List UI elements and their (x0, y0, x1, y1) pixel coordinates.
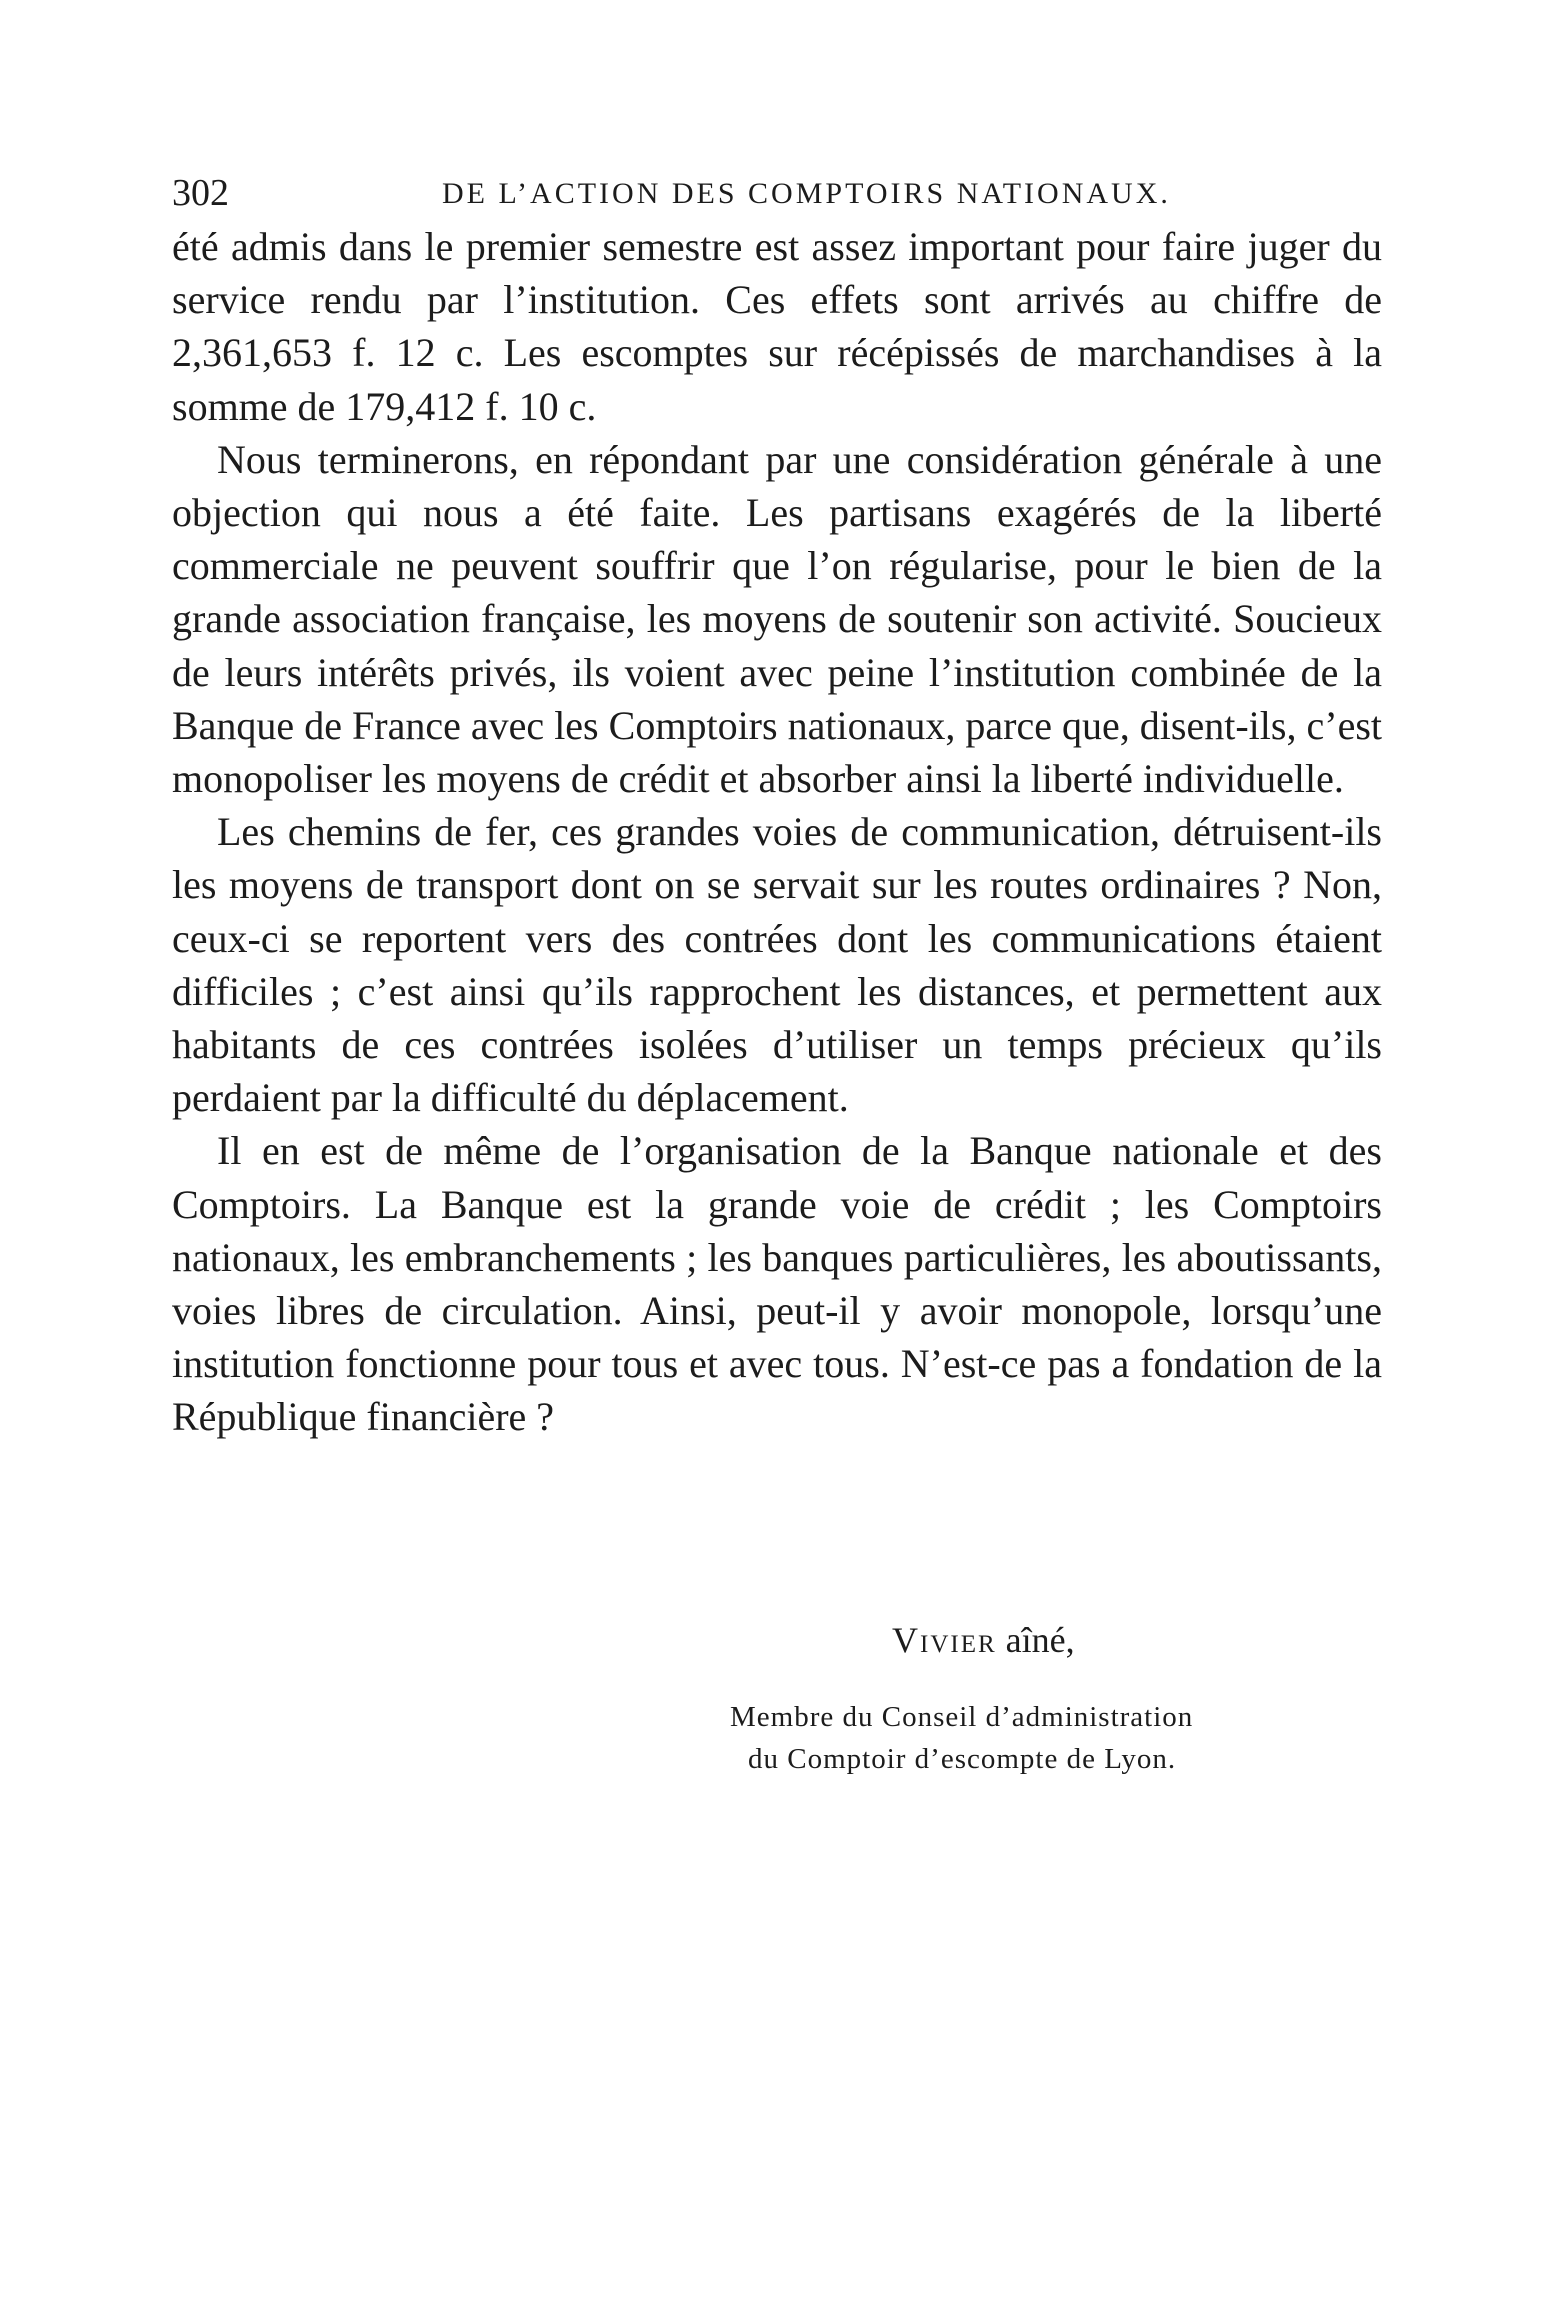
running-head (172, 168, 1382, 218)
signature-name (892, 1615, 1075, 1665)
signature-title-line-2: du Comptoir d’escompte de Lyon. (748, 1743, 1177, 1775)
signature-surname: Vivier (892, 1620, 997, 1660)
paragraph-railways: Les chemins de fer, ces grandes voies de communication, détruisent-ils les moyens de transport dont on se servait sur les routes ordinaires ? Non, ceux-ci se reportent vers des contrées dont les communications étaient difficiles ; c’est ainsi qu’ils rapprochent les distances, et permettent aux habitants de ces contrées isolées d’utiliser un temps précieux qu’ils perdaient par la difficulté du déplacement. (172, 809, 1382, 1121)
running-title: DE L’ACTION DES COMPTOIRS NATIONAUX. (442, 177, 1171, 210)
paragraph-objection: Nous terminerons, en répondant par une considération générale à une objection qui nous a été faite. Les partisans exagérés de la liberté commerciale ne peuvent souffrir que l’on régularise, pour le bien de la grande association française, les moyens de soutenir son activité. Soucieux de leurs intérêts privés, ils voient avec peine l’institution combinée de la Banque de France avec les Comptoirs nationaux, parce que, disent-ils, c’est monopoliser les moyens de crédit et absorber ainsi la liberté individuelle. (172, 436, 1382, 802)
paragraph-banque-nationale: Il en est de même de l’organisation de la Banque nationale et des Comptoirs. La Banque est la grande voie de crédit ; les Comptoirs nationaux, les embranchements ; les banques particulières, les aboutissants, voies libres de circulation. Ainsi, peut-il y avoir monopole, lorsqu’une institution fonctionne pour tous et avec tous. N’est-ce pas a fondation de la République financière ? (172, 1128, 1382, 1440)
signature-epithet: aîné, (1005, 1620, 1075, 1660)
signature-title-line-1: Membre du Conseil d’administration (730, 1701, 1194, 1733)
page-number: 302 (172, 172, 229, 214)
body-text (172, 220, 1382, 1444)
paragraph-continued: été admis dans le premier semestre est assez important pour faire juger du service rendu par l’institution. Ces effets sont arrivés au chiffre de 2,361,653 f. 12 c. Les escomptes sur récépissés de marchandises à la somme de 179,412 f. 10 c. (172, 224, 1382, 429)
